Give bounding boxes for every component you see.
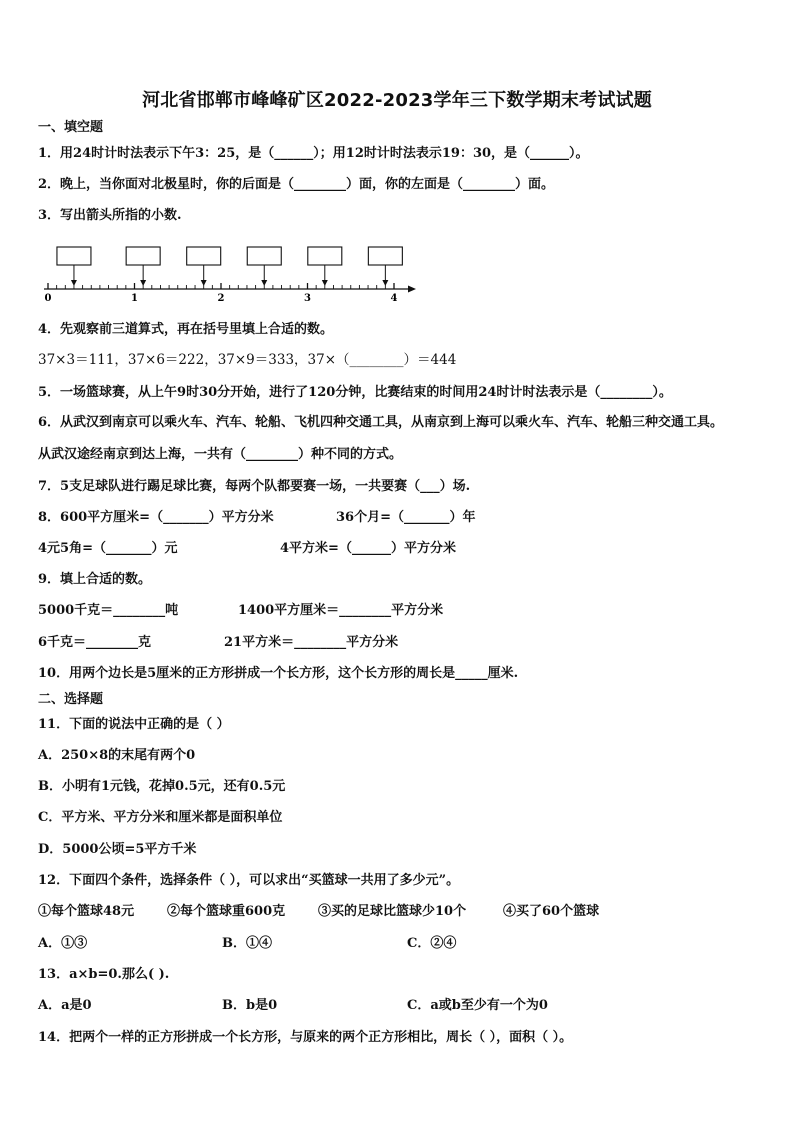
question-9-d: 21平方米＝________平方分米 [224, 635, 399, 650]
question-9: 9．填上合适的数。 [38, 572, 152, 587]
question-11-option-d: D．5000公顷=5平方千米 [38, 842, 197, 857]
question-11-option-b: B．小明有1元钱，花掉0.5元，还有0.5元 [38, 779, 286, 794]
number-line-label: 2 [217, 293, 225, 304]
question-6-part-2: 从武汉途经南京到达上海，一共有（________）种不同的方式。 [38, 447, 403, 462]
question-13-option-b: B．b是0 [222, 998, 278, 1013]
number-line-label: 3 [304, 293, 311, 304]
number-line-label: 4 [390, 293, 398, 304]
question-11-option-a: A．250×8的末尾有两个0 [38, 748, 196, 763]
question-9-b: 1400平方厘米＝________平方分米 [238, 603, 444, 618]
answer-box-frame[interactable] [126, 247, 160, 265]
question-12-condition-2: ②每个篮球重600克 [167, 904, 286, 919]
question-14: 14．把两个一样的正方形拼成一个长方形，与原来的两个正方形相比，周长（ ），面积（ ）。 [38, 1030, 573, 1045]
question-13-option-c: C．a或b至少有一个为0 [407, 998, 548, 1013]
question-8-b: 36个月=（_______）年 [336, 510, 476, 525]
question-5: 5．一场篮球赛，从上午9时30分开始，进行了120分钟，比赛结束的时间用24时计时法表示是（________）。 [38, 385, 672, 400]
answer-box[interactable] [187, 247, 221, 286]
question-12-option-c: C．②④ [407, 936, 457, 951]
question-12-condition-1: ①每个篮球48元 [38, 904, 135, 919]
question-8-c: 4元5角=（_______）元 [38, 541, 178, 556]
question-13-option-a: A．a是0 [38, 998, 92, 1013]
question-11-option-c: C．平方米、平方分米和厘米都是面积单位 [38, 810, 283, 825]
question-12-condition-4: ④买了60个篮球 [503, 904, 600, 919]
number-line-label: 0 [44, 293, 52, 304]
question-2: 2．晚上，当你面对北极星时，你的后面是（________）面，你的左面是（________）面。 [38, 177, 555, 192]
answer-box[interactable] [247, 247, 281, 286]
question-8-d: 4平方米=（______）平方分米 [280, 541, 456, 556]
question-10: 10．用两个边长是5厘米的正方形拼成一个长方形，这个长方形的周长是_____厘米. [38, 666, 519, 681]
answer-box-frame[interactable] [57, 247, 91, 265]
question-11: 11．下面的说法中正确的是（ ） [38, 717, 230, 732]
question-3: 3．写出箭头所指的小数. [38, 208, 182, 223]
answer-box-frame[interactable] [187, 247, 221, 265]
answer-box-frame[interactable] [368, 247, 402, 265]
question-8-a: 8．600平方厘米=（_______）平方分米 [38, 510, 274, 525]
question-12: 12．下面四个条件，选择条件（ ），可以求出“买篮球一共用了多少元”。 [38, 873, 460, 888]
question-12-option-a: A．①③ [38, 936, 88, 951]
answer-box-frame[interactable] [247, 247, 281, 265]
number-line-figure [38, 243, 418, 305]
question-7: 7．5支足球队进行踢足球比赛，每两个队都要赛一场，一共要赛（___）场. [38, 479, 471, 494]
question-4-expressions: 37×3＝111，37×6＝222，37×9＝333，37×（________）＝444 [38, 352, 457, 368]
number-line-arrowhead [408, 286, 416, 293]
question-13: 13．a×b=0.那么( ). [38, 967, 170, 982]
answer-box[interactable] [126, 247, 160, 286]
answer-box-frame[interactable] [308, 247, 342, 265]
number-line-label: 1 [131, 293, 138, 304]
question-1: 1．用24时计时法表示下午3：25，是（______）；用12时计时法表示19：30，是（______）。 [38, 146, 589, 161]
question-12-option-b: B．①④ [222, 936, 272, 951]
question-4: 4．先观察前三道算式，再在括号里填上合适的数。 [38, 322, 334, 337]
question-6-part-1: 6．从武汉到南京可以乘火车、汽车、轮船、飞机四种交通工具，从南京到上海可以乘火车、汽车、轮船三种交通工具。 [38, 415, 724, 430]
question-9-a: 5000千克＝________吨 [38, 603, 179, 618]
question-9-c: 6千克＝________克 [38, 635, 152, 650]
answer-box[interactable] [57, 247, 91, 286]
answer-box[interactable] [308, 247, 342, 286]
section-fill-in: 一、填空题 [38, 120, 104, 135]
section-choice: 二、选择题 [38, 692, 104, 707]
page-title: 河北省邯郸市峰峰矿区2022-2023学年三下数学期末考试试题 [142, 90, 652, 111]
answer-box[interactable] [368, 247, 402, 286]
question-12-condition-3: ③买的足球比篮球少10个 [318, 904, 467, 919]
